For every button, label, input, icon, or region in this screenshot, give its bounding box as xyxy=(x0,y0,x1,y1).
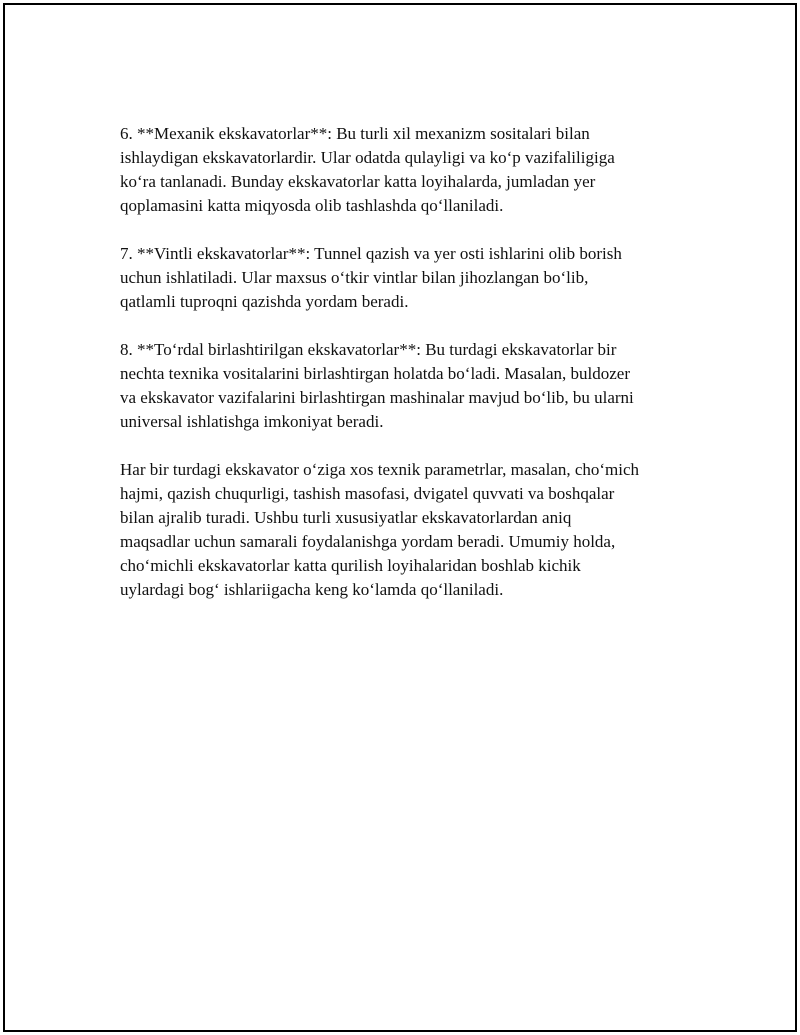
text-line: ishlaydigan ekskavatorlardir. Ular odatda qulayligi va ko‘p vazifaliligiga xyxy=(120,148,615,167)
text-line: qoplamasini katta miqyosda olib tashlashda qo‘llaniladi. xyxy=(120,196,504,215)
text-line: 8. **To‘rdal birlashtirilgan ekskavatorlar**: Bu turdagi ekskavatorlar bir xyxy=(120,340,617,359)
paragraph-combined-excavators xyxy=(120,338,720,434)
text-line: hajmi, qazish chuqurligi, tashish masofasi, dvigatel quvvati va boshqalar xyxy=(120,484,615,503)
paragraph-summary xyxy=(120,458,720,602)
text-line: nechta texnika vositalarini birlashtirgan holatda bo‘ladi. Masalan, buldozer xyxy=(120,364,630,383)
paragraph-screw-excavators xyxy=(120,242,720,314)
text-line: universal ishlatishga imkoniyat beradi. xyxy=(120,412,384,431)
text-line: bilan ajralib turadi. Ushbu turli xususiyatlar ekskavatorlardan aniq xyxy=(120,508,572,527)
text-line: cho‘michli ekskavatorlar katta qurilish loyihalaridan boshlab kichik xyxy=(120,556,581,575)
document-body xyxy=(120,122,720,626)
paragraph-mechanical-excavators xyxy=(120,122,720,218)
text-line: 7. **Vintli ekskavatorlar**: Tunnel qazish va yer osti ishlarini olib borish xyxy=(120,244,622,263)
text-line: Har bir turdagi ekskavator o‘ziga xos texnik parametrlar, masalan, cho‘mich xyxy=(120,460,640,479)
text-line: ko‘ra tanlanadi. Bunday ekskavatorlar katta loyihalarda, jumladan yer xyxy=(120,172,596,191)
text-line: uchun ishlatiladi. Ular maxsus o‘tkir vintlar bilan jihozlangan bo‘lib, xyxy=(120,268,589,287)
text-line: qatlamli tuproqni qazishda yordam beradi. xyxy=(120,292,409,311)
page-frame xyxy=(3,3,797,1032)
text-line: maqsadlar uchun samarali foydalanishga yordam beradi. Umumiy holda, xyxy=(120,532,616,551)
text-line: uylardagi bog‘ ishlariigacha keng ko‘lamda qo‘llaniladi. xyxy=(120,580,504,599)
text-line: 6. **Mexanik ekskavatorlar**: Bu turli xil mexanizm sositalari bilan xyxy=(120,124,590,143)
text-line: va ekskavator vazifalarini birlashtirgan mashinalar mavjud bo‘lib, bu ularni xyxy=(120,388,634,407)
